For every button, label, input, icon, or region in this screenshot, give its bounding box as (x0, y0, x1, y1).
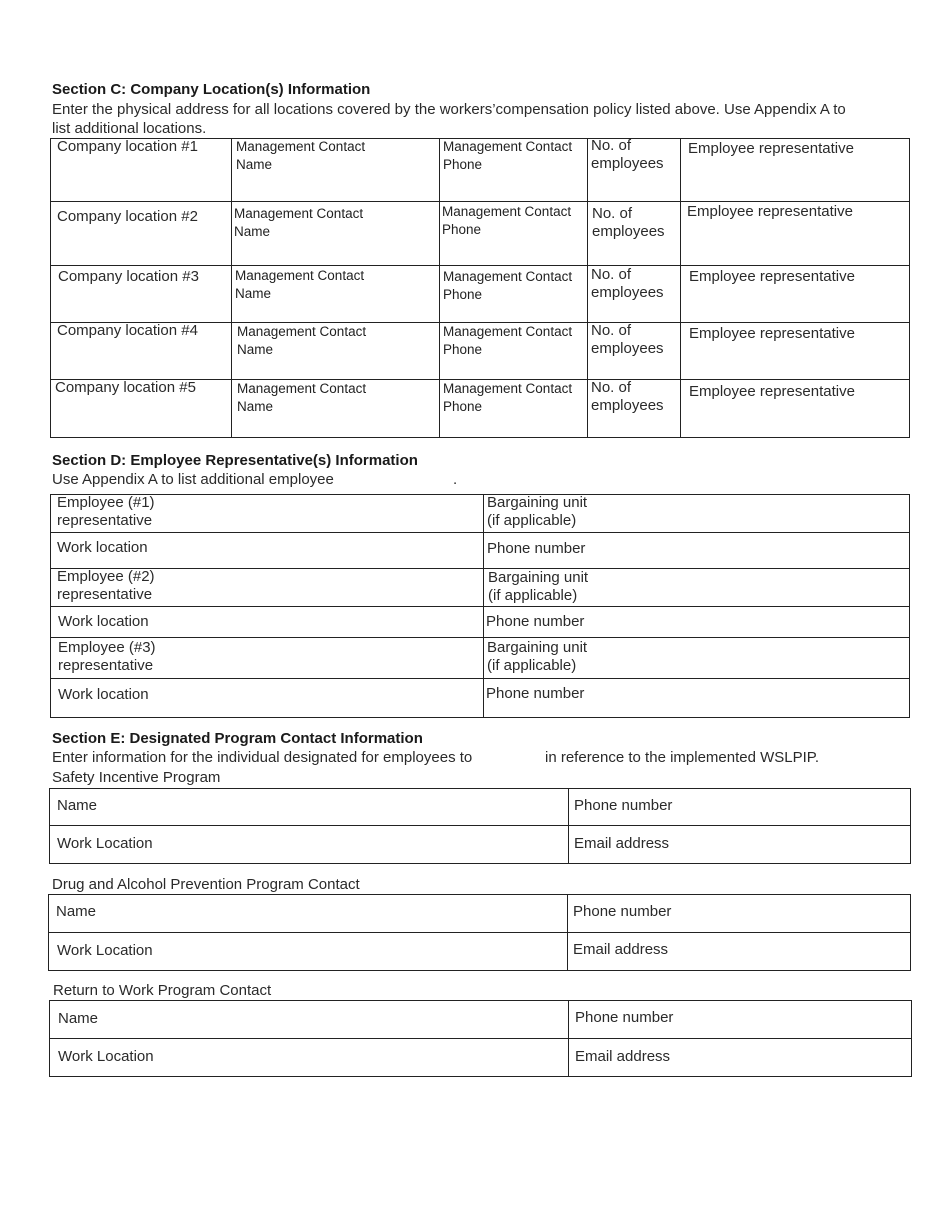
company-location-field[interactable]: Company location #2 (57, 208, 198, 225)
work-location-field[interactable]: Work location (58, 686, 149, 703)
email-address-field[interactable]: Email address (575, 1048, 671, 1065)
section-e-intro-end: in reference to the implemented WSLPIP. (545, 749, 820, 766)
employee-representative-field[interactable]: Employee representative (687, 203, 853, 220)
section-e-heading: Section E: Designated Program Contact Information (52, 730, 423, 747)
bargaining-unit-field[interactable]: Bargaining unit (if applicable) (488, 569, 589, 604)
management-contact-name-field[interactable]: Management Contact Name (234, 206, 364, 239)
management-contact-name-field[interactable]: Management Contact Name (236, 139, 366, 172)
employee-count-field[interactable]: No. of employees (591, 379, 664, 414)
phone-number-field[interactable]: Phone number (486, 613, 585, 630)
management-contact-phone-field[interactable]: Management Contact Phone (443, 381, 573, 414)
section-d-heading: Section D: Employee Representative(s) Information (52, 452, 418, 469)
management-contact-phone-field[interactable]: Management Contact Phone (443, 139, 573, 172)
email-address-field[interactable]: Email address (574, 835, 670, 852)
company-location-field[interactable]: Company location #4 (57, 322, 198, 339)
section-c-heading: Section C: Company Location(s) Information (52, 81, 371, 98)
section-e-intro-start: Enter information for the individual designated for employees to (52, 749, 473, 766)
email-address-field[interactable]: Email address (573, 941, 669, 958)
employee-representative-field[interactable]: Employee representative (689, 325, 855, 342)
section-c-intro-line2: list additional locations. (52, 120, 207, 137)
name-field[interactable]: Name (58, 1010, 99, 1027)
phone-number-field[interactable]: Phone number (575, 1009, 674, 1026)
employee-representative-field[interactable]: Employee representative (689, 383, 855, 400)
work-location-field[interactable]: Work location (57, 539, 148, 556)
management-contact-name-field[interactable]: Management Contact Name (235, 268, 365, 301)
employee-representative-field[interactable]: Employee representative (688, 140, 854, 157)
management-contact-phone-field[interactable]: Management Contact Phone (442, 204, 572, 237)
company-location-field[interactable]: Company location #5 (55, 379, 196, 396)
drug-alcohol-program-title: Drug and Alcohol Prevention Program Contact (52, 876, 360, 893)
phone-number-field[interactable]: Phone number (487, 540, 586, 557)
work-location-field[interactable]: Work Location (57, 942, 153, 959)
section-d-intro-trail: . (453, 471, 458, 488)
management-contact-name-field[interactable]: Management Contact Name (237, 324, 367, 357)
management-contact-phone-field[interactable]: Management Contact Phone (443, 269, 573, 302)
company-location-field[interactable]: Company location #3 (58, 268, 199, 285)
bargaining-unit-field[interactable]: Bargaining unit (if applicable) (487, 494, 588, 529)
phone-number-field[interactable]: Phone number (486, 685, 585, 702)
bargaining-unit-field[interactable]: Bargaining unit (if applicable) (487, 639, 588, 674)
management-contact-name-field[interactable]: Management Contact Name (237, 381, 367, 414)
employee-count-field[interactable]: No. of employees (591, 266, 664, 301)
work-location-field[interactable]: Work Location (57, 835, 153, 852)
management-contact-phone-field[interactable]: Management Contact Phone (443, 324, 573, 357)
safety-incentive-program-title: Safety Incentive Program (52, 769, 221, 786)
return-to-work-program-title: Return to Work Program Contact (53, 982, 272, 999)
phone-number-field[interactable]: Phone number (574, 797, 673, 814)
employee-representative-field[interactable]: Employee (#1) representative (57, 494, 155, 529)
section-c-intro-line1: Enter the physical address for all locations covered by the workers’compensation policy listed above. Use Appendix A to (52, 101, 846, 118)
name-field[interactable]: Name (57, 797, 98, 814)
phone-number-field[interactable]: Phone number (573, 903, 672, 920)
employee-count-field[interactable]: No. of employees (591, 322, 664, 357)
name-field[interactable]: Name (56, 903, 97, 920)
employee-representative-field[interactable]: Employee (#3) representative (58, 639, 156, 674)
section-d-intro: Use Appendix A to list additional employee (52, 471, 334, 488)
work-location-field[interactable]: Work Location (58, 1048, 154, 1065)
employee-count-field[interactable]: No. of employees (592, 205, 665, 240)
employee-count-field[interactable]: No. of employees (591, 137, 664, 172)
employee-representative-field[interactable]: Employee representative (689, 268, 855, 285)
work-location-field[interactable]: Work location (58, 613, 149, 630)
employee-representative-field[interactable]: Employee (#2) representative (57, 568, 155, 603)
company-location-field[interactable]: Company location #1 (57, 138, 198, 155)
